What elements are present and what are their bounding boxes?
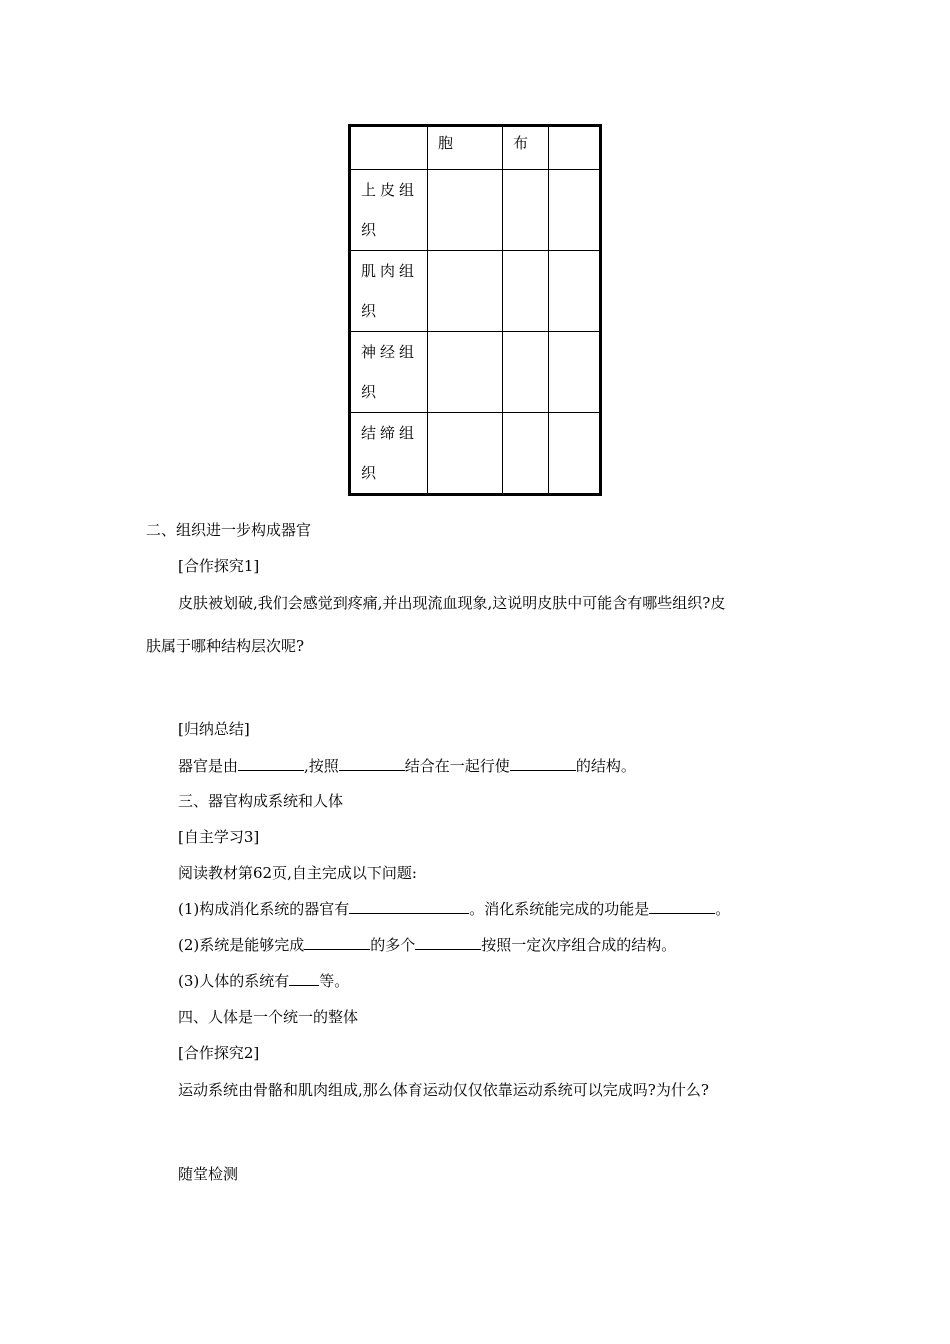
answer-blank[interactable] [339,756,405,771]
section4-question: 运动系统由骨骼和肌肉组成,那么体育运动仅仅依靠运动系统可以完成吗?为什么? [178,1081,709,1099]
tissue-name-line1: 肌肉组 [361,262,419,280]
table-row [350,170,601,251]
summary-text: 结合在一起行使 [404,757,510,775]
tissue-name-line1: 上皮组 [361,181,419,199]
section2-tag-cooperative-1: [合作探究1] [178,557,260,575]
section3-question-3 [178,970,349,991]
tissue-name-line1: 神经组 [361,343,419,361]
question-text: (2)系统是能够完成 [178,936,305,954]
table-header-cell [549,126,601,170]
table-header-cell [350,126,428,170]
question-text: 。 [715,900,731,918]
table-row [350,332,601,413]
tissue-name-cell [350,413,428,495]
table-cell [503,413,549,495]
table-header-cell: 胞 [428,126,503,170]
summary-text: 的结构。 [575,757,636,775]
summary-text: 器官是由 [178,757,239,775]
question-text: 。消化系统能完成的功能是 [469,900,650,918]
section3-intro: 阅读教材第62页,自主完成以下问题: [178,864,417,882]
section2-question-line1: 皮肤被划破,我们会感觉到疼痛,并出现流血现象,这说明皮肤中可能含有哪些组织?皮 [178,594,726,612]
section3-heading: 三、器官构成系统和人体 [178,792,344,810]
tissue-name-cell [350,170,428,251]
section2-question-line2: 肤属于哪种结构层次呢? [146,637,305,655]
section4-tag: [合作探究2] [178,1044,260,1062]
section4-heading: 四、人体是一个统一的整体 [178,1008,359,1026]
table-header-cell: 布 [503,126,549,170]
answer-blank[interactable] [349,899,469,914]
table-row [350,251,601,332]
tissue-table [348,124,602,496]
question-text: (3)人体的系统有 [178,972,290,990]
table-cell [549,413,601,495]
tissue-name-line2: 织 [361,302,381,320]
answer-blank[interactable] [510,756,576,771]
question-text: 等。 [319,972,350,990]
tissue-name-line2: 织 [361,464,381,482]
table-cell [428,332,503,413]
answer-blank[interactable] [304,935,370,950]
answer-blank[interactable] [415,935,481,950]
section2-heading: 二、组织进一步构成器官 [146,521,312,539]
tissue-name-cell [350,251,428,332]
tissue-name-line2: 织 [361,221,381,239]
question-text: (1)构成消化系统的器官有 [178,900,350,918]
table-cell [503,332,549,413]
table-cell [549,170,601,251]
tissue-name-cell [350,332,428,413]
table-cell [503,170,549,251]
section2-tag-summary: [归纳总结] [178,720,250,738]
tissue-name-line2: 织 [361,383,381,401]
section3-question-1 [178,898,730,919]
in-class-test-label: 随堂检测 [178,1165,239,1183]
table-row [350,413,601,495]
table-cell [503,251,549,332]
section3-question-2 [178,934,676,955]
table-header-row [350,126,601,170]
question-text: 按照一定次序组合成的结构。 [481,936,677,954]
section3-tag: [自主学习3] [178,828,260,846]
answer-blank[interactable] [649,899,715,914]
table-cell [428,170,503,251]
table-cell [428,251,503,332]
table-cell [428,413,503,495]
answer-blank[interactable] [289,971,319,986]
question-text: 的多个 [370,936,416,954]
table-cell [549,251,601,332]
table-cell [549,332,601,413]
section2-summary [178,755,636,776]
summary-text: ,按照 [304,757,339,775]
tissue-name-line1: 结缔组 [361,424,419,442]
answer-blank[interactable] [238,756,304,771]
